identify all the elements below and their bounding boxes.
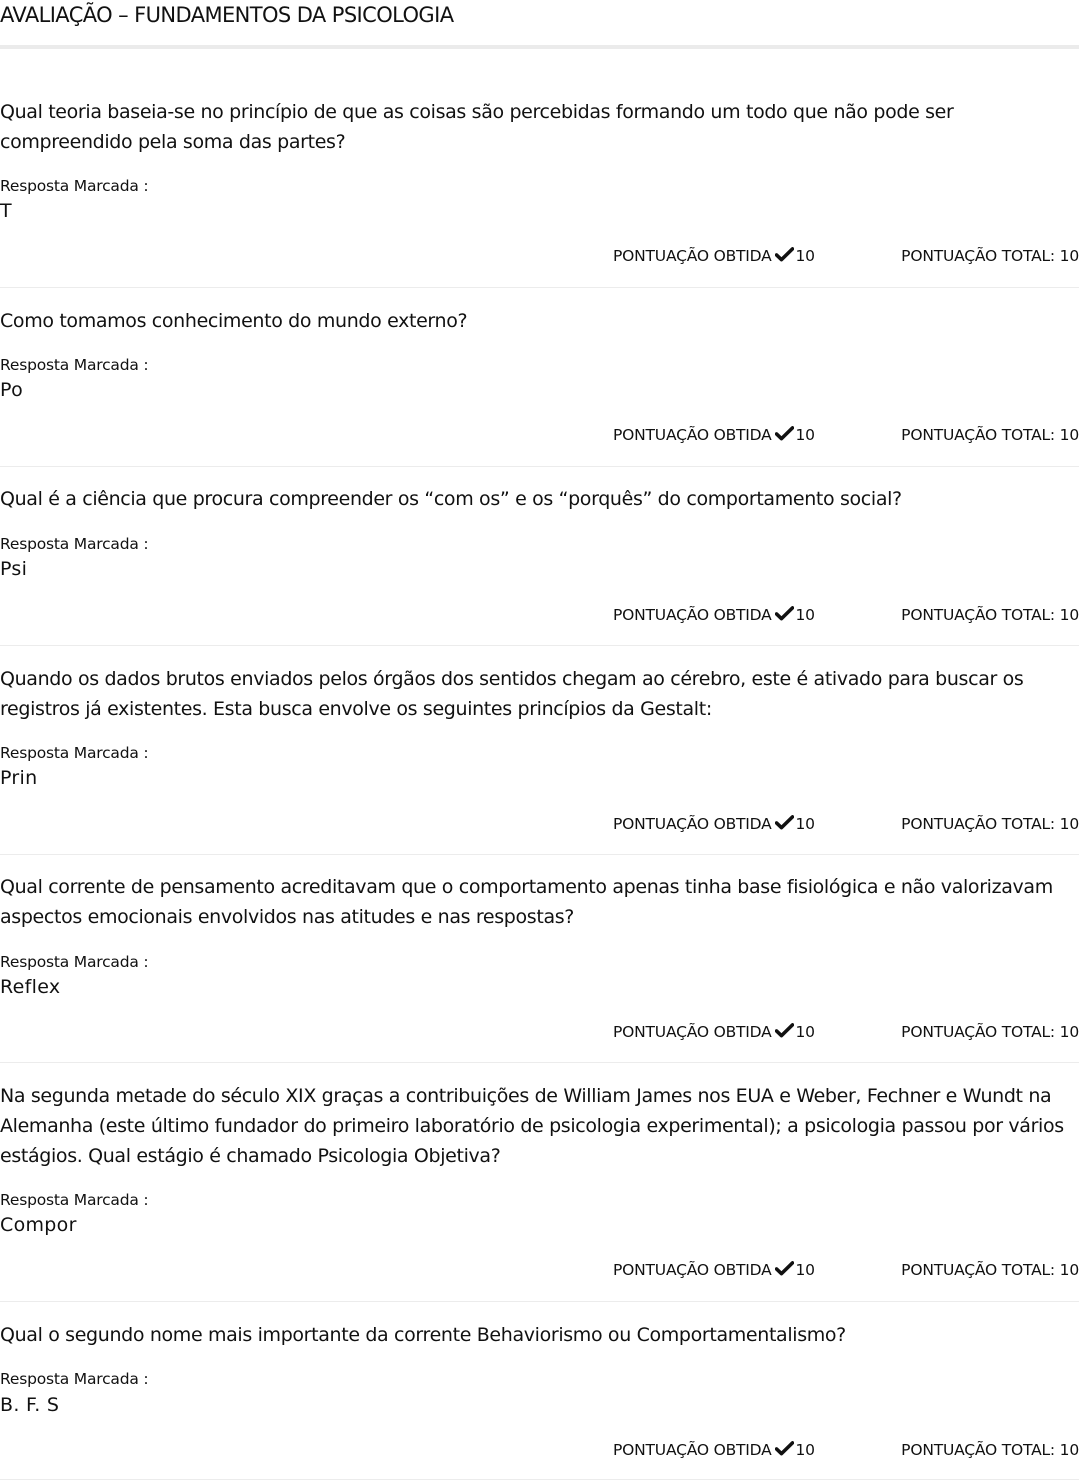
- score-total-value: 10: [1059, 1023, 1079, 1041]
- score-total-label: PONTUAÇÃO TOTAL:: [901, 426, 1055, 444]
- question-text: Como tomamos conhecimento do mundo externo?: [0, 310, 468, 332]
- answer-label: Resposta Marcada :: [0, 953, 149, 971]
- score-obtained: [613, 605, 815, 625]
- question-divider: [0, 466, 1079, 467]
- question-text: Qual é a ciência que procura compreender os “com os” e os “porquês” do comportamento social?: [0, 488, 902, 510]
- question-divider: [0, 645, 1079, 646]
- question-text: Qual o segundo nome mais importante da corrente Behaviorismo ou Comportamentalismo?: [0, 1324, 846, 1346]
- answer-value: T: [0, 200, 12, 222]
- checkmark-icon: [775, 1261, 794, 1276]
- answer-value: B. F. S: [0, 1394, 60, 1416]
- score-obtained: [613, 814, 815, 834]
- score-obtained: [613, 425, 815, 445]
- score-obtained-value: 10: [795, 606, 815, 624]
- score-total-value: 10: [1059, 247, 1079, 265]
- score-total-value: 10: [1059, 606, 1079, 624]
- score-total-value: 10: [1059, 815, 1079, 833]
- score-total-label: PONTUAÇÃO TOTAL:: [901, 1023, 1055, 1041]
- score-total-value: 10: [1059, 1441, 1079, 1459]
- score-obtained-label: PONTUAÇÃO OBTIDA: [613, 247, 772, 265]
- score-obtained-value: 10: [795, 1261, 815, 1279]
- question-text: Quando os dados brutos enviados pelos órgãos dos sentidos chegam ao cérebro, este é ativado para buscar os registros já existentes. Esta busca envolve os seguintes princípios da Gestalt:: [0, 668, 1024, 720]
- answer-label: Resposta Marcada :: [0, 1191, 149, 1209]
- score-total: [901, 814, 1079, 834]
- score-total: [901, 246, 1079, 266]
- checkmark-icon: [775, 426, 794, 441]
- question-divider: [0, 1062, 1079, 1063]
- score-obtained-label: PONTUAÇÃO OBTIDA: [613, 1023, 772, 1041]
- checkmark-icon: [775, 1023, 794, 1038]
- answer-label: Resposta Marcada :: [0, 744, 149, 762]
- score-total-label: PONTUAÇÃO TOTAL:: [901, 247, 1055, 265]
- score-total-label: PONTUAÇÃO TOTAL:: [901, 606, 1055, 624]
- answer-value: Po: [0, 379, 24, 401]
- score-obtained-label: PONTUAÇÃO OBTIDA: [613, 1441, 772, 1459]
- score-total-value: 10: [1059, 1261, 1079, 1279]
- score-obtained: [613, 1260, 815, 1280]
- checkmark-icon: [775, 1441, 794, 1456]
- score-total-label: PONTUAÇÃO TOTAL:: [901, 1261, 1055, 1279]
- checkmark-icon: [775, 247, 794, 262]
- answer-value: Prin: [0, 767, 38, 789]
- question-text: Qual corrente de pensamento acreditavam que o comportamento apenas tinha base fisiológica e não valorizavam aspectos emocionais envolvidos nas atitudes e nas respostas?: [0, 876, 1053, 928]
- score-obtained-label: PONTUAÇÃO OBTIDA: [613, 426, 772, 444]
- score-total: [901, 1440, 1079, 1460]
- answer-label: Resposta Marcada :: [0, 356, 149, 374]
- answer-label: Resposta Marcada :: [0, 177, 149, 195]
- question-text: Qual teoria baseia-se no princípio de que as coisas são percebidas formando um todo que não pode ser compreendido pela soma das partes?: [0, 101, 954, 153]
- score-total: [901, 605, 1079, 625]
- score-total-value: 10: [1059, 426, 1079, 444]
- question-text: Na segunda metade do século XIX graças a contribuições de William James nos EUA e Weber, Fechner e Wundt na Alemanha (este último fundador do primeiro laboratório de psicologia experimental); a psicologia passou por vários estágios. Qual estágio é chamado Psicologia Objetiva?: [0, 1085, 1064, 1167]
- score-obtained: [613, 1440, 815, 1460]
- answer-value: Compor: [0, 1214, 77, 1236]
- question-divider: [0, 854, 1079, 855]
- score-obtained-label: PONTUAÇÃO OBTIDA: [613, 1261, 772, 1279]
- checkmark-icon: [775, 606, 794, 621]
- answer-label: Resposta Marcada :: [0, 1370, 149, 1388]
- score-total-label: PONTUAÇÃO TOTAL:: [901, 815, 1055, 833]
- score-total-label: PONTUAÇÃO TOTAL:: [901, 1441, 1055, 1459]
- score-obtained: [613, 1022, 815, 1042]
- score-total: [901, 425, 1079, 445]
- score-obtained-value: 10: [795, 247, 815, 265]
- answer-value: Reflex: [0, 976, 61, 998]
- score-total: [901, 1260, 1079, 1280]
- score-obtained-value: 10: [795, 426, 815, 444]
- checkmark-icon: [775, 815, 794, 830]
- score-obtained-label: PONTUAÇÃO OBTIDA: [613, 815, 772, 833]
- score-obtained-value: 10: [795, 1023, 815, 1041]
- score-obtained-value: 10: [795, 1441, 815, 1459]
- score-obtained: [613, 246, 815, 266]
- title-divider: [0, 45, 1079, 49]
- page-title: AVALIAÇÃO – FUNDAMENTOS DA PSICOLOGIA: [0, 3, 454, 27]
- question-divider: [0, 1479, 1079, 1480]
- score-obtained-value: 10: [795, 815, 815, 833]
- score-obtained-label: PONTUAÇÃO OBTIDA: [613, 606, 772, 624]
- question-divider: [0, 287, 1079, 288]
- answer-label: Resposta Marcada :: [0, 535, 149, 553]
- question-divider: [0, 1301, 1079, 1302]
- score-total: [901, 1022, 1079, 1042]
- answer-value: Psi: [0, 558, 28, 580]
